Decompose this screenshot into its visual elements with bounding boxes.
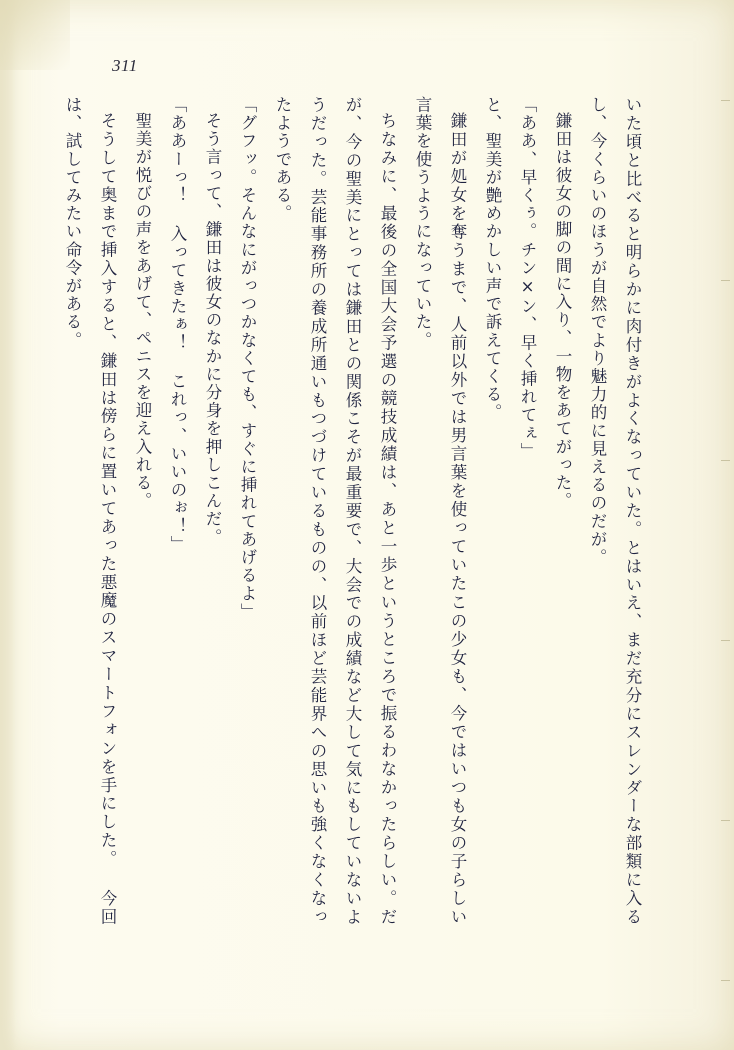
page-number: 311: [112, 56, 138, 75]
paragraph: 「ああ、早くぅ。チン×ン、早く挿れてぇ」: [518, 96, 537, 461]
margin-tick-icon: [721, 460, 730, 461]
margin-tick-icon: [721, 980, 730, 981]
paragraph: 鎌田が処女を奪うまで、人前以外では男言葉を使っていたこの少女も、今ではいつも女の子らしい言葉を使うようになっていた。: [413, 96, 467, 926]
margin-tick-icon: [721, 820, 730, 821]
paragraph: 鎌田は彼女の脚の間に入り、一物をあてがった。: [553, 112, 572, 511]
page-text-body: [63, 96, 650, 926]
paragraph: そうして奥まで挿入すると、鎌田は傍らに置いてあった悪魔のスマートフォンを手にした。 今回は、試してみたい命令がある。: [63, 96, 117, 926]
page-binding-shadow: [0, 0, 16, 1050]
paragraph: 聖美が悦びの声をあげて、ペニスを迎え入れる。: [133, 112, 152, 511]
margin-tick-icon: [721, 280, 730, 281]
paragraph: 「ああーっ！ 入ってきたぁ！ これっ、いいのぉ！」: [168, 96, 187, 554]
paragraph: と、聖美が艶めかしい声で訴えてくる。: [483, 96, 502, 422]
paragraph: そう言って、鎌田は彼女のなかに分身を押しこんだ。: [203, 112, 222, 547]
paragraph: いた頃と比べると明らかに肉付きがよくなっていた。とはいえ、まだ充分にスレンダーな部類に入るし、今くらいのほうが自然でより魅力的に見えるのだが。: [588, 96, 642, 926]
paragraph: ちなみに、最後の全国大会予選の競技成績は、あと一歩というところで振るわなかったらしい。だが、今の聖美にとっては鎌田との関係こそが最重要で、大会での成績など大して気にもしていないようだった。芸能事務所の養成所通いもつづけているものの、以前ほど芸能界への思いも強くなくなったようである。: [273, 96, 397, 926]
paragraph: 「グフッ。そんなにがっつかなくても、すぐに挿れてあげるよ」: [238, 96, 257, 621]
margin-tick-icon: [721, 640, 730, 641]
margin-tick-icon: [721, 100, 730, 101]
